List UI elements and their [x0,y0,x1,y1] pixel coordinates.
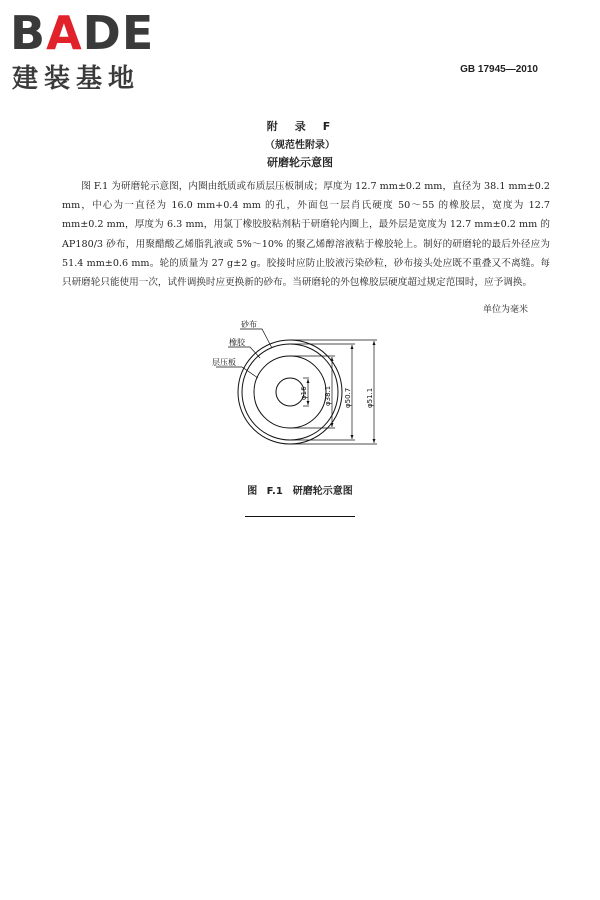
standard-code: GB 17945—2010 [460,64,538,75]
appendix-name: 研磨轮示意图 [267,156,333,169]
label-laminate: 层压板 [212,358,236,367]
dim-middle: φ50.7 [344,387,352,408]
grinding-wheel-figure [200,320,400,465]
logo-wordmark [10,6,155,60]
figure-caption: 图 F.1 研磨轮示意图 [247,486,353,497]
logo-letter: E [121,6,155,60]
logo-letter-accent: A [46,6,83,60]
dim-hole: φ16 [300,386,308,400]
appendix-type: （规范性附录） [265,140,335,151]
wheel-diagram [200,320,400,465]
label-leaders [216,329,272,378]
label-rubber: 橡胶 [229,338,245,347]
label-sandcloth: 砂布 [241,320,257,329]
dim-outer: φ51.1 [366,387,374,408]
logo-letter: D [82,6,122,60]
end-rule [245,516,355,517]
dim-inner: φ38.1 [324,385,332,406]
laminate-ring [254,356,326,428]
appendix-title: 附 录 F [266,120,334,133]
logo-subtitle: 建装基地 [12,64,141,94]
body-paragraph: 图 F.1 为研磨轮示意图，内圈由纸质或布质层压板制成；厚度为 12.7 mm±0.2 mm，直径为 38.1 mm±0.2 mm，中心为一直径为 16.0 mm+0.4 mm 的孔，外面包一层肖氏硬度 50～55 的橡胶层，宽度为 12.7 mm±0.2 mm，厚度为 6.3 mm，用氯丁橡胶胶粘剂粘于研磨轮内圈上，最外层是宽度为 12.7 mm±0.2 mm 的 AP180/3 砂布，用聚醋酸乙烯脂乳液或 5%～10% 的聚乙烯醇溶液粘于橡胶轮上。制好的研磨轮的最后外径应为 51.4 mm±0.6 mm。轮的质量为 27 g±2 g。胶接时应防止胶液污染砂粒，砂布接头处应既不重叠又不离缝。每只研磨轮只能使用一次，试件调换时应更换新的砂布。当研磨轮的外包橡胶层硬度超过规定范围时，应予调换。 [62,181,550,289]
body-text [62,177,550,292]
unit-note: 单位为毫米 [482,305,528,315]
logo-letter: B [10,6,47,60]
